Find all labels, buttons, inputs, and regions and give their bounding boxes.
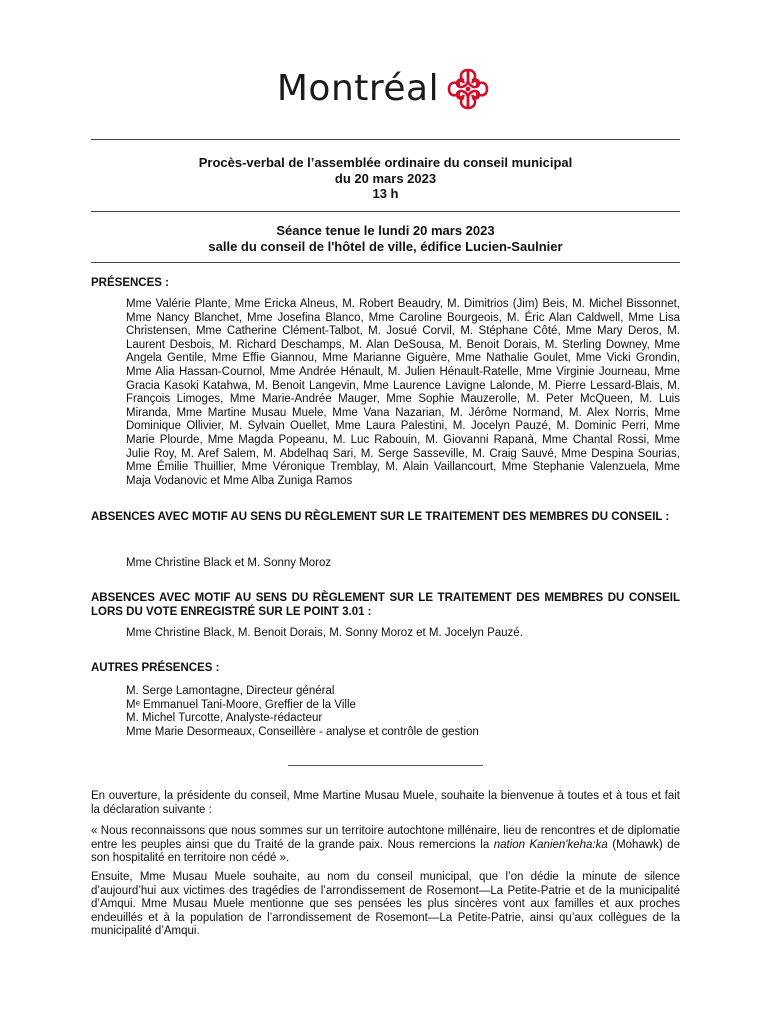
list-item: M. Serge Lamontagne, Directeur général [126,685,335,697]
land-acknowledgement-paragraph [91,825,680,866]
rosette-icon [443,66,493,112]
paragraph-text: « Nous reconnaissons que nous sommes sur un territoire autochtone millénaire, lieu de rencontres et de diplomatie entre les peuples ainsi que du Traité de la grande paix. Nous remercions la [91,825,680,851]
nation-name: nation Kanien'keha:ka [493,838,608,851]
session-location: salle du conseil de l'hôtel de ville, édifice Lucien-Saulnier [208,238,563,254]
montreal-logo [0,66,770,112]
absences-vote-list: Mme Christine Black, M. Benoit Dorais, M. Sonny Moroz et M. Jocelyn Pauzé. [126,627,523,639]
absences-list: Mme Christine Black et M. Sonny Moroz [126,557,332,569]
absences-heading: ABSENCES AVEC MOTIF AU SENS DU RÈGLEMENT SUR LE TRAITEMENT DES MEMBRES DU CONSEIL : [91,511,670,523]
list-item: M. Michel Turcotte, Analyste-rédacteur [126,712,323,725]
separator-line [288,765,483,766]
list-item: Mme Marie Desormeaux, Conseillère - analyse et contrôle de gestion [126,725,479,738]
list-item: Mᵉ Emmanuel Tani-Moore, Greffier de la Ville [126,698,356,711]
minute-of-silence-paragraph: Ensuite, Mme Musau Muele souhaite, au nom du conseil municipal, que l’on dédie la minute de silence d’aujourd’hui aux victimes des tragédies de l’arrondissement de Rosemont—La Petite-Patrie et de la municipalité d’Amqui. Mme Musau Muele mentionne que ses pensées les plus sincères vont aux familles et aux proches endeuillés et à la population de l’arrondissement de Rosemont—La Petite-Patrie, ainsi qu’aux collègues de la municipalité d’Amqui. [91,871,680,937]
divider [91,262,680,263]
paragraph-text: (Mohawk) de son hospitalité en territoire non cédé ». [91,838,680,864]
other-presences-heading: AUTRES PRÉSENCES : [91,662,220,674]
session-date: Séance tenue le lundi 20 mars 2023 [276,223,495,238]
title-line-3: 13 h [372,186,399,201]
document-title [91,155,680,202]
other-presences-list [126,685,680,739]
session-info [91,223,680,254]
logo-wordmark: Montréal [276,68,440,109]
divider [91,211,680,212]
absences-vote-heading: ABSENCES AVEC MOTIF AU SENS DU RÈGLEMENT SUR LE TRAITEMENT DES MEMBRES DU CONSEIL LORS DU VOTE ENREGISTRÉ SUR LE POINT 3.01 : [91,592,680,618]
opening-paragraph: En ouverture, la présidente du conseil, Mme Martine Musau Muele, souhaite la bienvenue à toutes et à tous et fait la déclaration suivante : [91,790,680,816]
title-line-1: Procès-verbal de l’assemblée ordinaire du conseil municipal [198,155,573,170]
presences-list: Mme Valérie Plante, Mme Ericka Alneus, M. Robert Beaudry, M. Dimitrios (Jim) Beis, M. Michel Bissonnet, Mme Nancy Blanchet, Mme Josefina Blanco, Mme Caroline Bourgeois, M. Éric Alan Caldwell, Mme Lisa Christensen, Mme Catherine Clément-Talbot, M. Josué Corvil, M. Stéphane Côté, Mme Mary Deros, M. Laurent Desbois, M. Richard Deschamps, M. Alan DeSousa, M. Benoit Dorais, M. Sterling Downey, Mme Angela Gentile, Mme Effie Giannou, Mme Marianne Giguère, Mme Nathalie Goulet, Mme Vicki Grondin, Mme Alia Hassan-Cournol, Mme Andrée Hénault, M. Julien Hénault-Ratelle, Mme Virginie Journeau, Mme Gracia Kasoki Katahwa, M. Benoit Langevin, Mme Laurence Lavigne Lalonde, M. Pierre Lessard-Blais, M. François Limoges, Mme Marie-Andrée Mauger, Mme Sophie Mauzerolle, M. Peter McQueen, M. Luis Miranda, Mme Martine Musau Muele, Mme Vana Nazarian, M. Jérôme Normand, M. Alex Norris, Mme Dominique Ollivier, M. Sylvain Ouellet, Mme Laura Palestini, M. Jocelyn Pauzé, M. Dominic Perri, Mme Marie Plourde, Mme Magda Popeanu, M. Luc Rabouin, M. Giovanni Rapanà, Mme Chantal Rossi, Mme Julie Roy, M. Aref Salem, M. Abdelhaq Sari, M. Serge Sasseville, M. Craig Sauvé, Mme Despina Sourias, Mme Émilie Thuillier, Mme Véronique Tremblay, M. Alain Vaillancourt, Mme Stephanie Valenzuela, Mme Maja Vodanovic et Mme Alba Zuniga Ramos [126,298,680,487]
title-line-2: du 20 mars 2023 [334,170,437,186]
presences-heading: PRÉSENCES : [91,277,169,289]
divider [91,139,680,140]
